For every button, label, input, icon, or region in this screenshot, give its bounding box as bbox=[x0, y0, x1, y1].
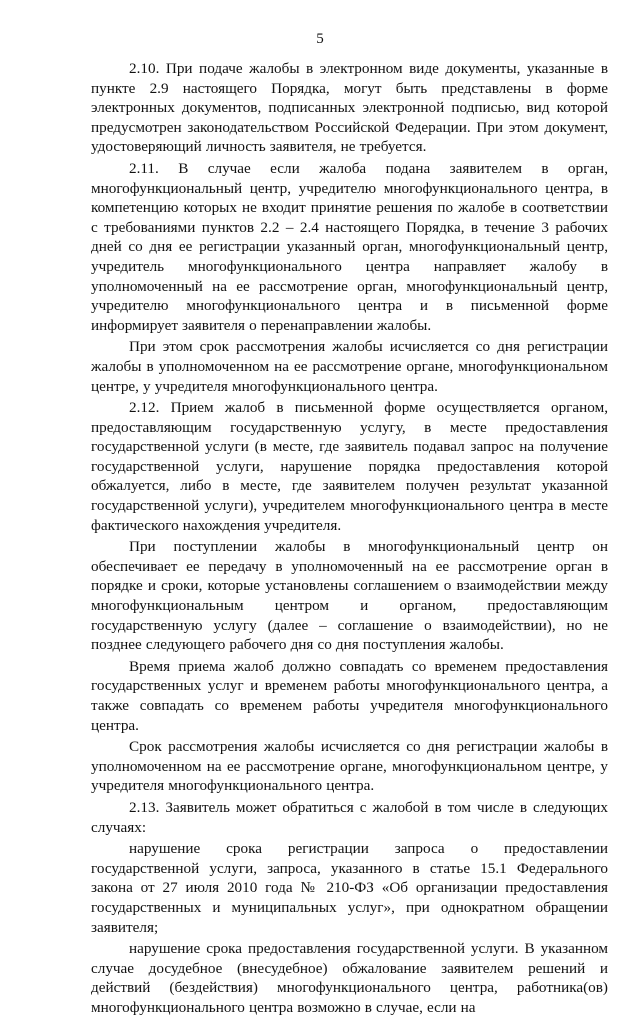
paragraph-2-13: 2.13. Заявитель может обратиться с жалобой в том числе в следующих случаях: bbox=[91, 798, 608, 836]
list-item-service-term-violation: нарушение срока предоставления государственной услуги. В указанном случае досудебное (внесудебное) обжалование заявителем решений и действий (бездействия) многофункционального центра, работника(ов) многофункционального центра возможно в случае, если на bbox=[91, 940, 608, 1016]
paragraph-review-period: При этом срок рассмотрения жалобы исчисляется со дня регистрации жалобы в уполномоченном на ее рассмотрение органе, многофункциональном центре, у учредителя многофункционального центра. bbox=[91, 338, 608, 395]
paragraph-2-12: 2.12. Прием жалоб в письменной форме осуществляется органом, предоставляющим государственную услугу, в месте предоставления государственной услуги (в месте, где заявитель подавал запрос на получение государственной услуги, нарушение порядка предоставления которой обжалуется, либо в месте, где заявителем получен результат указанной государственной услуги), учредителем многофункционального центра в месте фактического нахождения учредителя. bbox=[91, 399, 608, 534]
body-text bbox=[91, 59, 608, 1018]
paragraph-reception-time: Время приема жалоб должно совпадать со временем предоставления государственных услуг и временем работы многофункционального центра, а также совпадать со временем работы учредителя многофункционального центра. bbox=[91, 657, 608, 734]
page-number: 5 bbox=[316, 31, 324, 47]
paragraph-review-term: Срок рассмотрения жалобы исчисляется со дня регистрации жалобы в уполномоченном на ее рассмотрение органе, многофункциональном центре, у учредителя многофункционального центра. bbox=[91, 738, 608, 795]
paragraph-2-11: 2.11. В случае если жалоба подана заявителем в орган, многофункциональный центр, учредителю многофункционального центра, в компетенцию которых не входит принятие решения по жалобе в соответствии с требованиями пунктов 2.2 – 2.4 настоящего Порядка, в течение 3 рабочих дней со дня ее регистрации указанный орган, многофункциональный центр, учредитель многофункционального центра направляет жалобу в уполномоченный на ее рассмотрение орган, многофункциональный центр, учредителю многофункционального центра и в письменной форме информирует заявителя о перенаправлении жалобы. bbox=[91, 159, 608, 334]
paragraph-mfc-transfer: При поступлении жалобы в многофункциональный центр он обеспечивает ее передачу в уполномоченный на ее рассмотрение орган в порядке и сроки, которые установлены соглашением о взаимодействии между многофункциональным центром и органом, предоставляющим государственную услугу (далее – соглашение о взаимодействии), но не позднее следующего рабочего дня со дня поступления жалобы. bbox=[91, 538, 608, 654]
list-item-registration-violation: нарушение срока регистрации запроса о предоставлении государственной услуги, запроса, указанного в статье 15.1 Федерального закона от 27 июля 2010 года № 210-ФЗ «Об организации предоставления государственных и муниципальных услуг», при однократном обращении заявителя; bbox=[91, 840, 608, 936]
paragraph-2-10: 2.10. При подаче жалобы в электронном виде документы, указанные в пункте 2.9 настоящего Порядка, могут быть представлены в форме электронных документов, подписанных электронной подписью, вид которой предусмотрен законодательством Российской Федерации. При этом документ, удостоверяющий личность заявителя, не требуется. bbox=[91, 60, 608, 156]
